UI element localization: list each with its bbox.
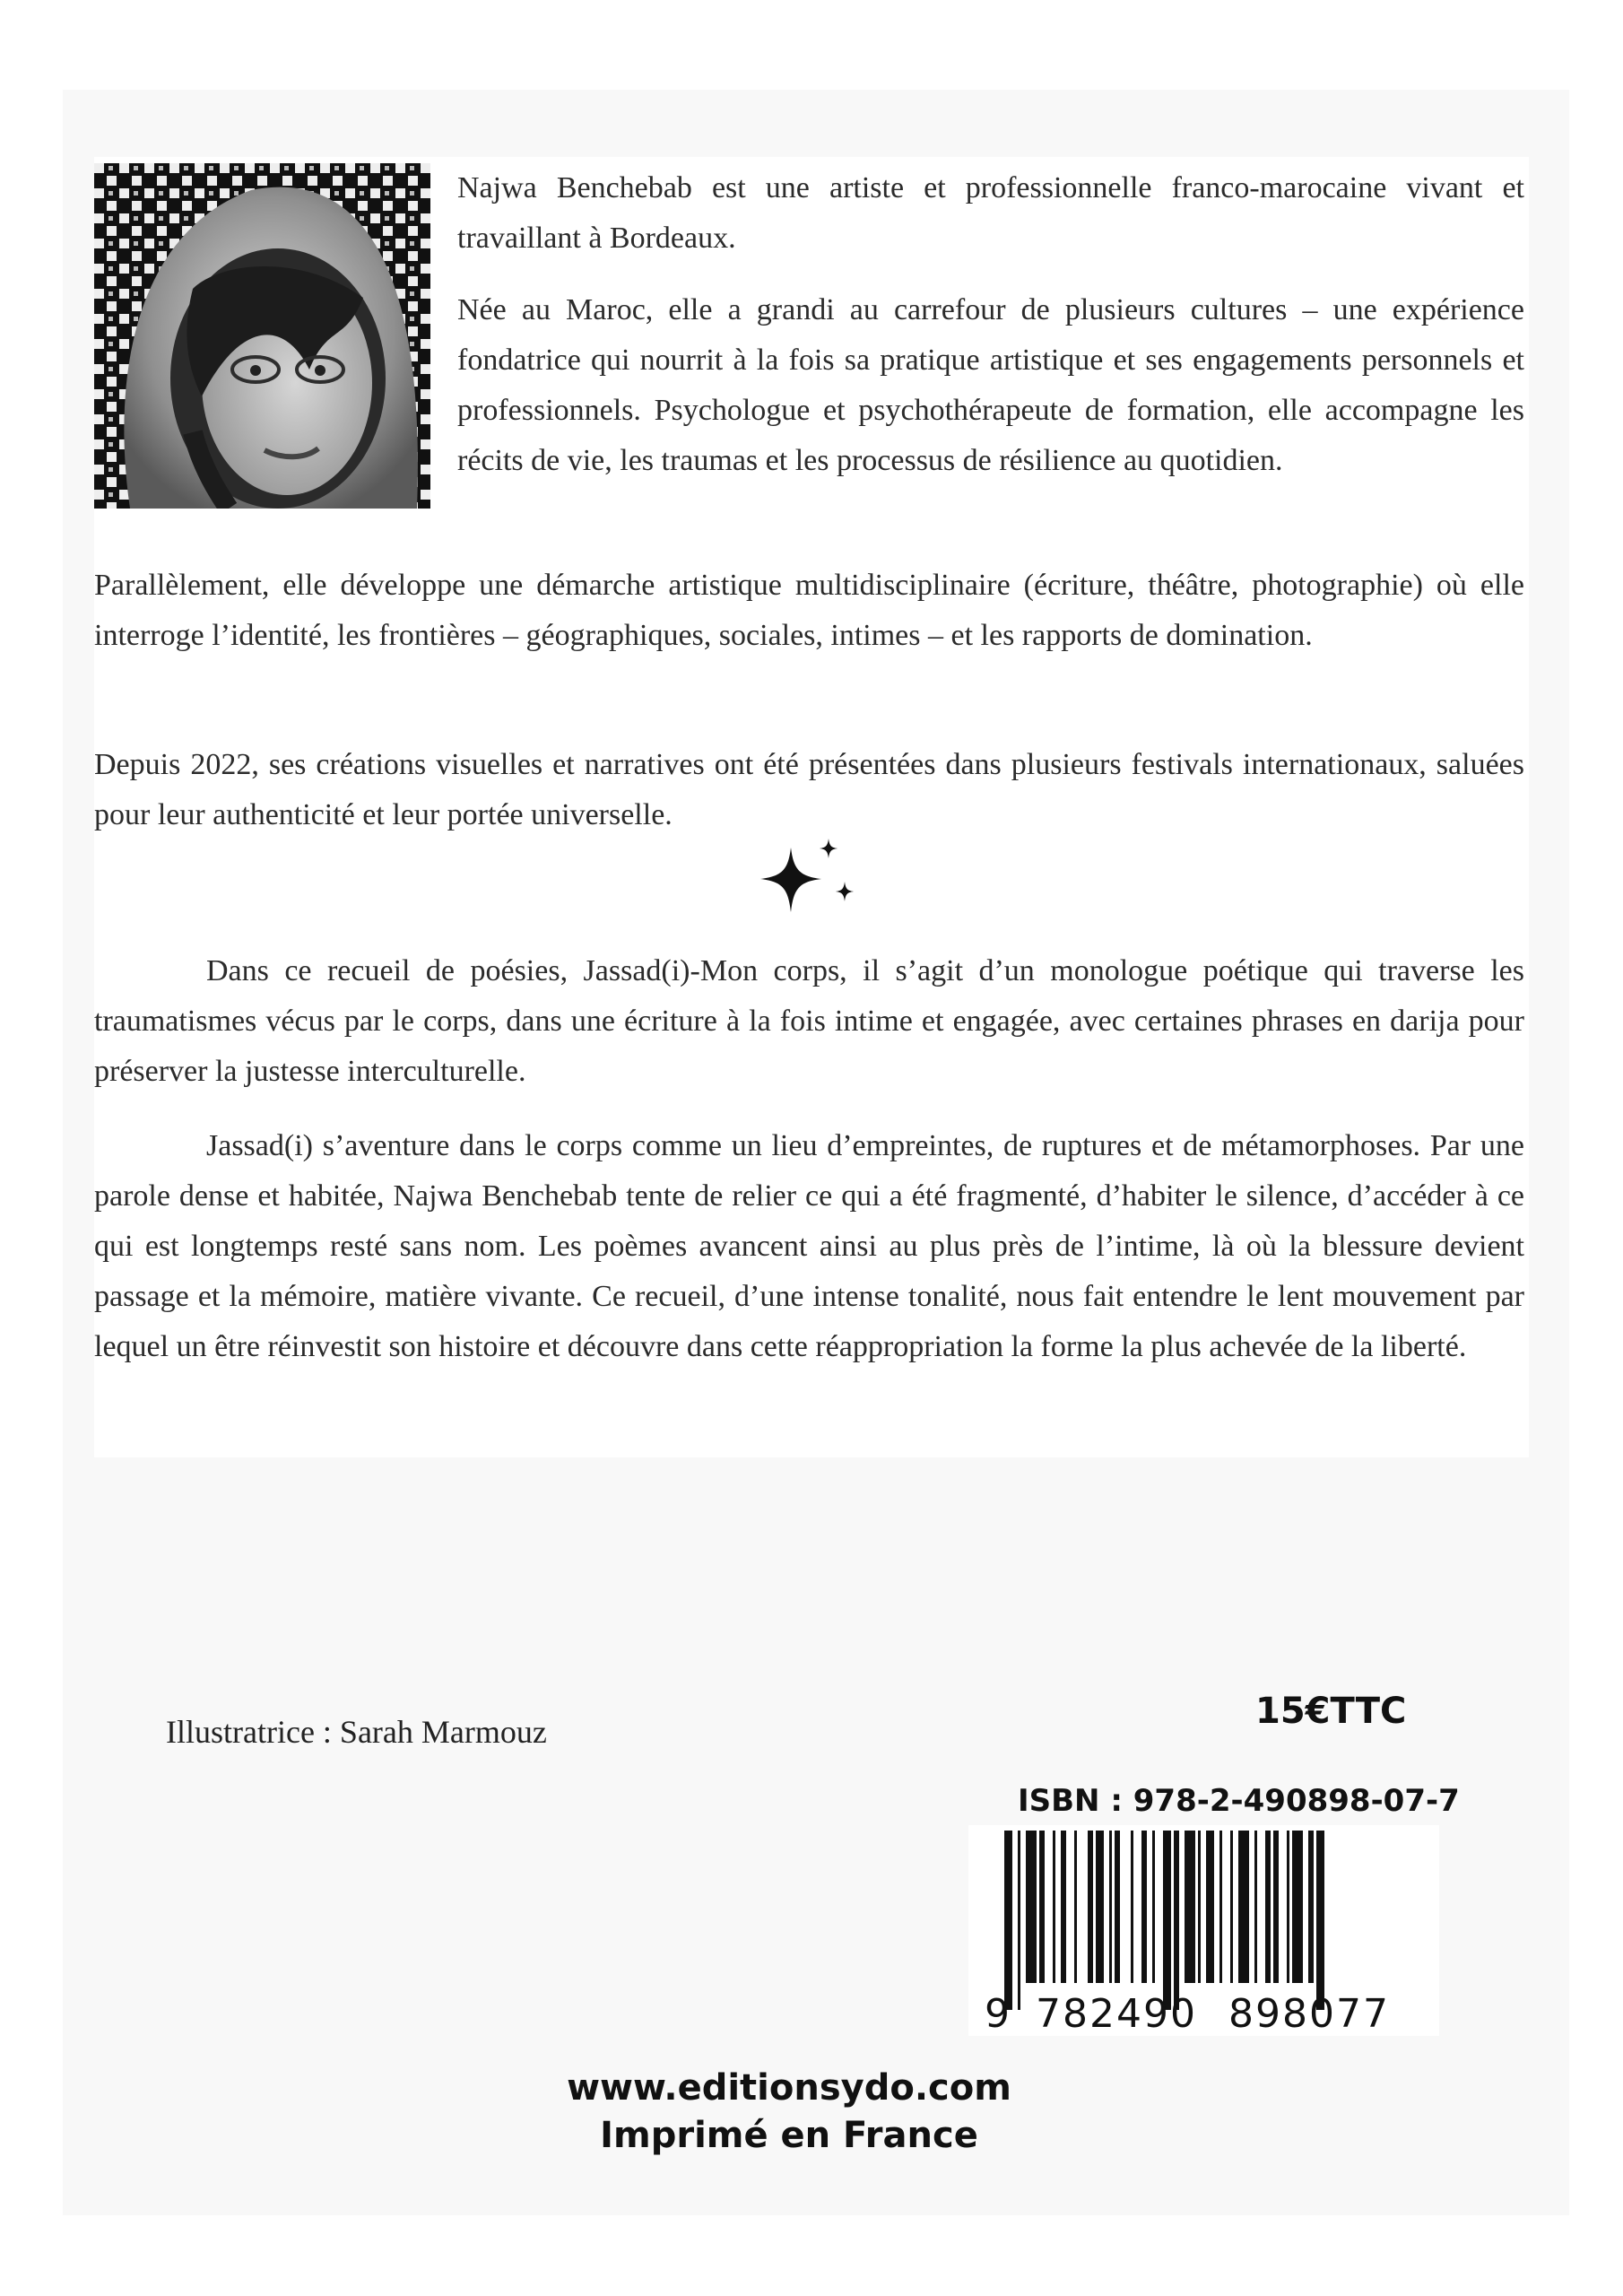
barcode-bars [968,1825,1439,2036]
barcode-bar [1219,1831,1222,1983]
barcode-bar [1198,1831,1201,1983]
barcode-bar [1152,1831,1155,1983]
printed-in-label: Imprimé en France [600,2115,978,2156]
sparkle-icon [753,839,861,924]
isbn-label: ISBN : 978-2-490898-07-7 [1018,1783,1460,1819]
barcode-bar [1185,1831,1195,1983]
bio-intro-paragraph: Najwa Benchebab est une artiste et professionnelle franco-marocaine vivant et travaillant à Bordeaux. [457,171,1524,255]
barcode-bar [1287,1831,1289,1983]
barcode-bar [1308,1831,1314,1983]
summary-intro-paragraph: Dans ce recueil de poésies, Jassad(i)-Mon corps, il s’agit d’un monologue poétique qui traverse les traumatismes vécus par le corps, dans une écriture à la fois intime et engagée, avec certaines phrases en darija pour préserver la justesse interculturelle. [94,954,1524,1088]
barcode-bar [1004,1831,1012,2010]
bio-origins-paragraph: Née au Maroc, elle a grandi au carrefour de plusieurs cultures – une expérience fondatrice qui nourrit à la fois sa pratique artistique et ses engagements personnels et professionnels. Psychologue et psychothérapeute de formation, elle accompagne les récits de vie, les traumas et les processus de résilience au quotidien. [457,293,1524,477]
barcode-left-digits: 782490 [1036,1991,1197,2036]
barcode-bar [1174,1831,1179,2010]
barcode-bar [1088,1831,1093,1983]
bio-artistic-paragraph: Parallèlement, elle développe une démarche artistique multidisciplinaire (écriture, théâtre, photographie) où elle interroge l’identité, les frontières – géographiques, sociales, intimes – et les rapports de domination. [94,569,1524,652]
publisher-website: www.editionsydo.com [567,2067,1011,2109]
barcode-bar [1039,1831,1045,1983]
illustrator-credit: Illustratrice : Sarah Marmouz [166,1714,547,1750]
summary-body-paragraph: Jassad(i) s’aventure dans le corps comme un lieu d’empreintes, de ruptures et de métamorphoses. Par une parole dense et habitée, Najwa Benchebab tente de relier ce qui a été fragmenté, d’habiter le silence, d’accéder à ce qui est longtemps resté sans nom. Les poèmes avancent ainsi au plus près de l’intime, là où la blessure devient passage et la mémoire, matière vivante. Ce recueil, d’une intense tonalité, nous fait entendre le lent mouvement par lequel un être réinvestit son histoire et découvre dans cette réappropriation la forme la plus achevée de la liberté. [94,1129,1524,1363]
price-label: 15€TTC [1255,1691,1407,1732]
barcode-bar [1316,1831,1324,2010]
barcode-bar [1115,1831,1120,1983]
barcode-bar [1109,1831,1112,1983]
barcode-bar [1230,1831,1233,1983]
barcode-right-digits: 898077 [1228,1991,1390,2036]
barcode-bar [1292,1831,1303,1983]
barcode-bar [1018,1831,1020,2010]
barcode-bar [1131,1831,1133,1983]
author-photo [94,163,430,509]
barcode-bar [1265,1831,1271,1983]
barcode-bar [1206,1831,1214,1983]
barcode-bar [1254,1831,1257,1983]
barcode-bar [1273,1831,1279,1983]
barcode-bar [1096,1831,1104,1983]
barcode-bar [1163,1831,1171,2010]
barcode [968,1825,1439,2036]
barcode-bar [1061,1831,1066,1983]
barcode-bar [1026,1831,1037,1983]
barcode-bar [1141,1831,1147,1983]
bio-festivals-paragraph: Depuis 2022, ses créations visuelles et narratives ont été présentées dans plusieurs festivals internationaux, saluées pour leur authenticité et leur portée universelle. [94,748,1524,831]
barcode-bar [1074,1831,1077,1983]
barcode-bar [1238,1831,1249,1983]
barcode-bar [1053,1831,1055,1983]
barcode-first-digit: 9 [985,1991,1010,2036]
